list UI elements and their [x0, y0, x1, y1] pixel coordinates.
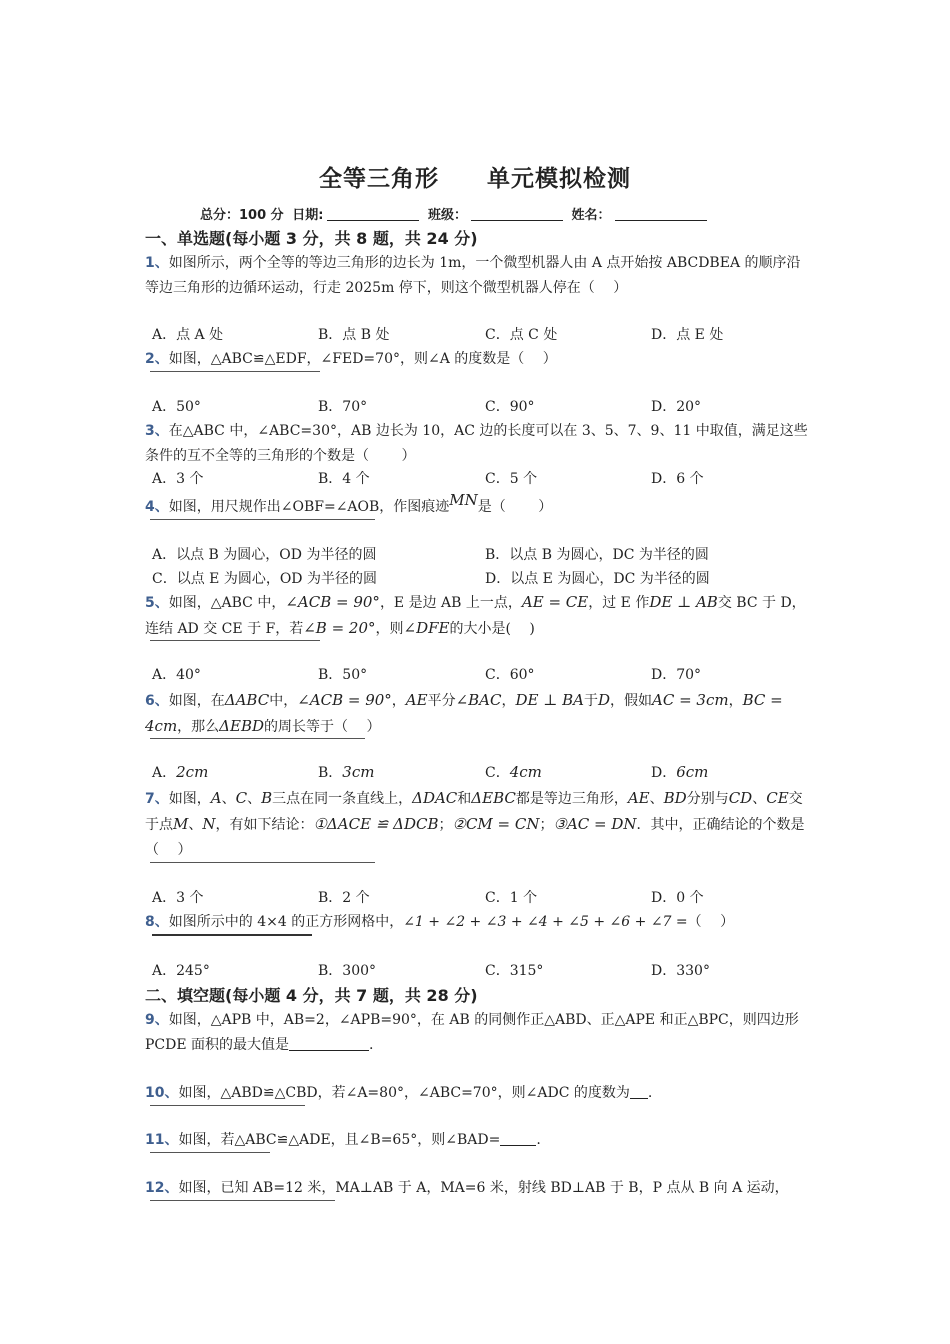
math-expr: DE ⊥ BA: [515, 691, 584, 709]
question-text: 如图所示，两个全等的等边三角形的边长为 1m，一个微型机器人由 A 点开始按 ABCDBEA 的顺序沿等边三角形的边循环运动，行走 2025m 停下，则这个微型机器人停在（ ）: [145, 255, 801, 296]
option-d[interactable]: D．330°: [651, 963, 710, 979]
math-expr: A: [210, 789, 222, 807]
question-text: 如图所示中的 4×4 的正方形网格中，: [168, 914, 404, 930]
math-expr: N: [202, 815, 216, 833]
question-text: ，: [391, 693, 406, 709]
option-value: 4cm: [509, 763, 542, 781]
question-1: [145, 251, 810, 301]
question-text: 都是等边三角形，: [515, 791, 628, 807]
math-expr: DE ⊥ AB: [649, 593, 718, 611]
question-number: 10、: [145, 1085, 179, 1101]
date-blank[interactable]: [327, 208, 419, 221]
figure-edge-line: [150, 862, 375, 863]
question-text: 如图，: [168, 791, 211, 807]
option-d[interactable]: D．点 E 处: [651, 327, 724, 343]
question-number: 12、: [145, 1180, 179, 1196]
question-number: 4、: [145, 499, 169, 515]
question-text: 、: [649, 791, 664, 807]
option-d[interactable]: D．20°: [651, 399, 702, 415]
figure-edge-line: [150, 1200, 335, 1201]
option-b[interactable]: B．2 个: [318, 890, 370, 906]
figure-edge-line: [150, 371, 320, 372]
math-expr: AE: [405, 691, 428, 709]
question-text: （ ）: [687, 914, 735, 930]
math-expr: ∠B = 20°: [303, 619, 376, 637]
question-text: 、: [247, 791, 262, 807]
option-d[interactable]: D．6 个: [651, 471, 704, 487]
option-b[interactable]: B．70°: [318, 399, 368, 415]
option-a[interactable]: [152, 762, 208, 782]
option-b[interactable]: B．50°: [318, 667, 368, 683]
math-expr: B: [261, 789, 273, 807]
question-text-end: 是（ ）: [477, 499, 553, 515]
question-text: 如图，△ABC 中，: [168, 595, 286, 611]
option-c[interactable]: C．90°: [485, 399, 535, 415]
option-c[interactable]: C．315°: [485, 963, 544, 979]
option-c[interactable]: C．60°: [485, 667, 535, 683]
figure-edge-line: [150, 519, 375, 520]
arc-mn: MN: [449, 491, 478, 509]
math-expr: ∠1 + ∠2 + ∠3 + ∠4 + ∠5 + ∠6 + ∠7 =: [403, 914, 688, 930]
option-d[interactable]: D．以点 E 为圆心，DC 为半径的圆: [485, 571, 710, 587]
figure-edge-line: [150, 1105, 305, 1106]
page-title: [0, 160, 950, 193]
option-value: 3cm: [342, 763, 375, 781]
math-expr: BC = 4cm: [145, 691, 783, 735]
question-text: 交于点: [145, 791, 803, 833]
question-number: 8、: [145, 914, 169, 930]
question-text: ，则: [375, 621, 404, 637]
question-text: 、: [752, 791, 767, 807]
math-expr: C: [235, 789, 248, 807]
info-line: [200, 204, 711, 223]
question-text: 、: [188, 817, 203, 833]
title-right: 单元模拟检测: [487, 166, 631, 192]
question-5: [145, 590, 810, 642]
question-number: 5、: [145, 595, 169, 611]
question-text: ，有如下结论：: [215, 817, 314, 833]
question-text: 平分: [427, 693, 456, 709]
question-end: .: [369, 1037, 374, 1053]
question-text: ．其中，正确结论的个数是（ ）: [145, 817, 805, 858]
option-d[interactable]: D．70°: [651, 667, 702, 683]
option-c[interactable]: C．5 个: [485, 471, 538, 487]
math-expr: ΔEBD: [219, 717, 265, 735]
question-text: ，假如: [610, 693, 653, 709]
question-text: 如图，△APB 中，AB=2，∠APB=90°，在 AB 的同侧作正△ABD、正△APE 和正△BPC，则四边形 PCDE 面积的最大值是: [145, 1012, 799, 1053]
math-expr: AC = 3cm: [652, 691, 729, 709]
option-letter: B．: [318, 765, 343, 781]
option-b[interactable]: B．以点 B 为圆心，DC 为半径的圆: [485, 547, 709, 563]
question-10: [145, 1081, 810, 1106]
question-11: [145, 1128, 810, 1153]
question-number: 11、: [145, 1132, 179, 1148]
title-left: 全等三角形: [319, 166, 439, 192]
question-text: 分别与: [686, 791, 729, 807]
question-2: [145, 347, 810, 372]
option-a[interactable]: A．245°: [152, 963, 210, 979]
question-text: 交 BC 于 D，连结 AD 交 CE 于 F，若: [145, 595, 806, 637]
question-text: ；: [539, 817, 554, 833]
question-text: 三点在同一条直线上，: [272, 791, 413, 807]
question-text: ；: [438, 817, 453, 833]
option-value: 2cm: [176, 763, 209, 781]
option-b[interactable]: [318, 762, 374, 782]
math-expr: AE = CE: [521, 593, 589, 611]
option-c[interactable]: C．点 C 处: [485, 327, 558, 343]
math-expr: ①ΔACE ≌ ΔDCB: [313, 815, 439, 833]
option-c[interactable]: C．以点 E 为圆心，OD 为半径的圆: [152, 571, 377, 587]
option-b[interactable]: B．300°: [318, 963, 377, 979]
option-letter: D．: [651, 765, 677, 781]
option-a[interactable]: A．3 个: [152, 471, 204, 487]
math-expr: ③AC = DN: [553, 815, 637, 833]
question-9: [145, 1008, 810, 1058]
question-text: 和: [457, 791, 472, 807]
question-text: 如图，△ABD≌△CBD，若∠A=80°，∠ABC=70°，则∠ADC 的度数为: [178, 1085, 630, 1101]
question-3: [145, 419, 810, 469]
question-end: .: [647, 1085, 653, 1101]
question-text: 如图，用尺规作出∠OBF=∠AOB，作图痕迹: [168, 499, 450, 515]
question-12: [145, 1176, 810, 1201]
question-text: ，过 E 作: [588, 595, 650, 611]
question-text: 如图，△ABC≌△EDF，∠FED=70°，则∠A 的度数是（ ）: [168, 351, 557, 367]
option-c[interactable]: [485, 762, 542, 782]
question-text: 如图，在: [168, 693, 225, 709]
math-expr: ΔEBC: [471, 789, 516, 807]
figure-edge-line: [150, 640, 320, 641]
option-b[interactable]: B．点 B 处: [318, 327, 390, 343]
question-text: ，: [728, 693, 743, 709]
question-number: 2、: [145, 351, 169, 367]
total-score: 总分：100 分: [200, 208, 284, 223]
question-text: 中，: [269, 693, 298, 709]
question-number: 9、: [145, 1012, 169, 1028]
math-expr: ∠ACB = 90°: [285, 593, 380, 611]
math-expr: BD: [663, 789, 687, 807]
option-a[interactable]: A．40°: [152, 667, 201, 683]
question-text: 在△ABC 中，∠ABC=30°，AB 边长为 10，AC 边的长度可以在 3、5、7、9、11 中取值，满足这些条件的互不全等的三角形的个数是（ ）: [145, 423, 808, 464]
question-8: [145, 910, 810, 935]
math-expr: ∠BAC: [455, 691, 502, 709]
answer-blank[interactable]: [289, 1036, 369, 1051]
option-value: 6cm: [676, 763, 709, 781]
math-expr: AE: [627, 789, 650, 807]
option-a[interactable]: A．以点 B 为圆心，OD 为半径的圆: [152, 547, 377, 563]
question-text: 如图，已知 AB=12 米，MA⊥AB 于 A，MA=6 米，射线 BD⊥AB 于 B，P 点从 B 向 A 运动，: [178, 1180, 789, 1196]
math-expr: M: [173, 815, 189, 833]
question-text: ，E 是边 AB 上一点，: [379, 595, 522, 611]
name-blank[interactable]: [615, 208, 707, 221]
option-a[interactable]: A．点 A 处: [152, 327, 224, 343]
figure-edge-line: [150, 738, 365, 739]
question-text: 的周长等于（ ）: [264, 719, 381, 735]
question-number: 6、: [145, 693, 169, 709]
date-label: 日期:: [292, 208, 324, 223]
question-text: 如图，若△ABC≌△ADE，且∠B=65°，则∠BAD=: [178, 1132, 501, 1148]
question-4: [145, 491, 810, 520]
class-label: 班级：: [427, 208, 467, 223]
question-number: 3、: [145, 423, 169, 439]
question-text: 、: [221, 791, 236, 807]
option-a[interactable]: A．3 个: [152, 890, 204, 906]
option-c[interactable]: C．1 个: [485, 890, 538, 906]
question-text: ，: [501, 693, 516, 709]
math-expr: ΔDAC: [412, 789, 458, 807]
math-expr: ∠ACB = 90°: [297, 691, 392, 709]
option-d[interactable]: D．0 个: [651, 890, 704, 906]
math-expr: ΔABC: [224, 691, 270, 709]
figure-edge-line: [152, 934, 312, 936]
option-a[interactable]: A．50°: [152, 399, 201, 415]
class-blank[interactable]: [471, 208, 563, 221]
answer-blank[interactable]: [500, 1131, 536, 1146]
math-expr: D: [597, 691, 611, 709]
option-b[interactable]: B．4 个: [318, 471, 370, 487]
option-d[interactable]: [651, 762, 708, 782]
math-expr: ∠DFE: [403, 619, 450, 637]
option-letter: A．: [152, 765, 177, 781]
math-expr: CD: [728, 789, 753, 807]
question-text: 的大小是( ): [449, 621, 535, 637]
question-7: [145, 786, 810, 863]
answer-blank[interactable]: [630, 1084, 648, 1099]
question-text: 于: [583, 693, 598, 709]
question-number: 1、: [145, 255, 169, 271]
math-expr: CE: [766, 789, 789, 807]
name-label: 姓名：: [571, 208, 611, 223]
math-expr: ②CM = CN: [452, 815, 540, 833]
question-6: [145, 688, 810, 740]
question-end: .: [536, 1132, 541, 1148]
section-single-choice: 一、单选题(每小题 3 分，共 8 题，共 24 分): [145, 229, 478, 248]
section-fill-blank: 二、填空题(每小题 4 分，共 7 题，共 28 分): [145, 986, 478, 1005]
figure-edge-line: [150, 1152, 270, 1153]
question-number: 7、: [145, 791, 169, 807]
question-text: ，那么: [177, 719, 220, 735]
option-letter: C．: [485, 765, 510, 781]
